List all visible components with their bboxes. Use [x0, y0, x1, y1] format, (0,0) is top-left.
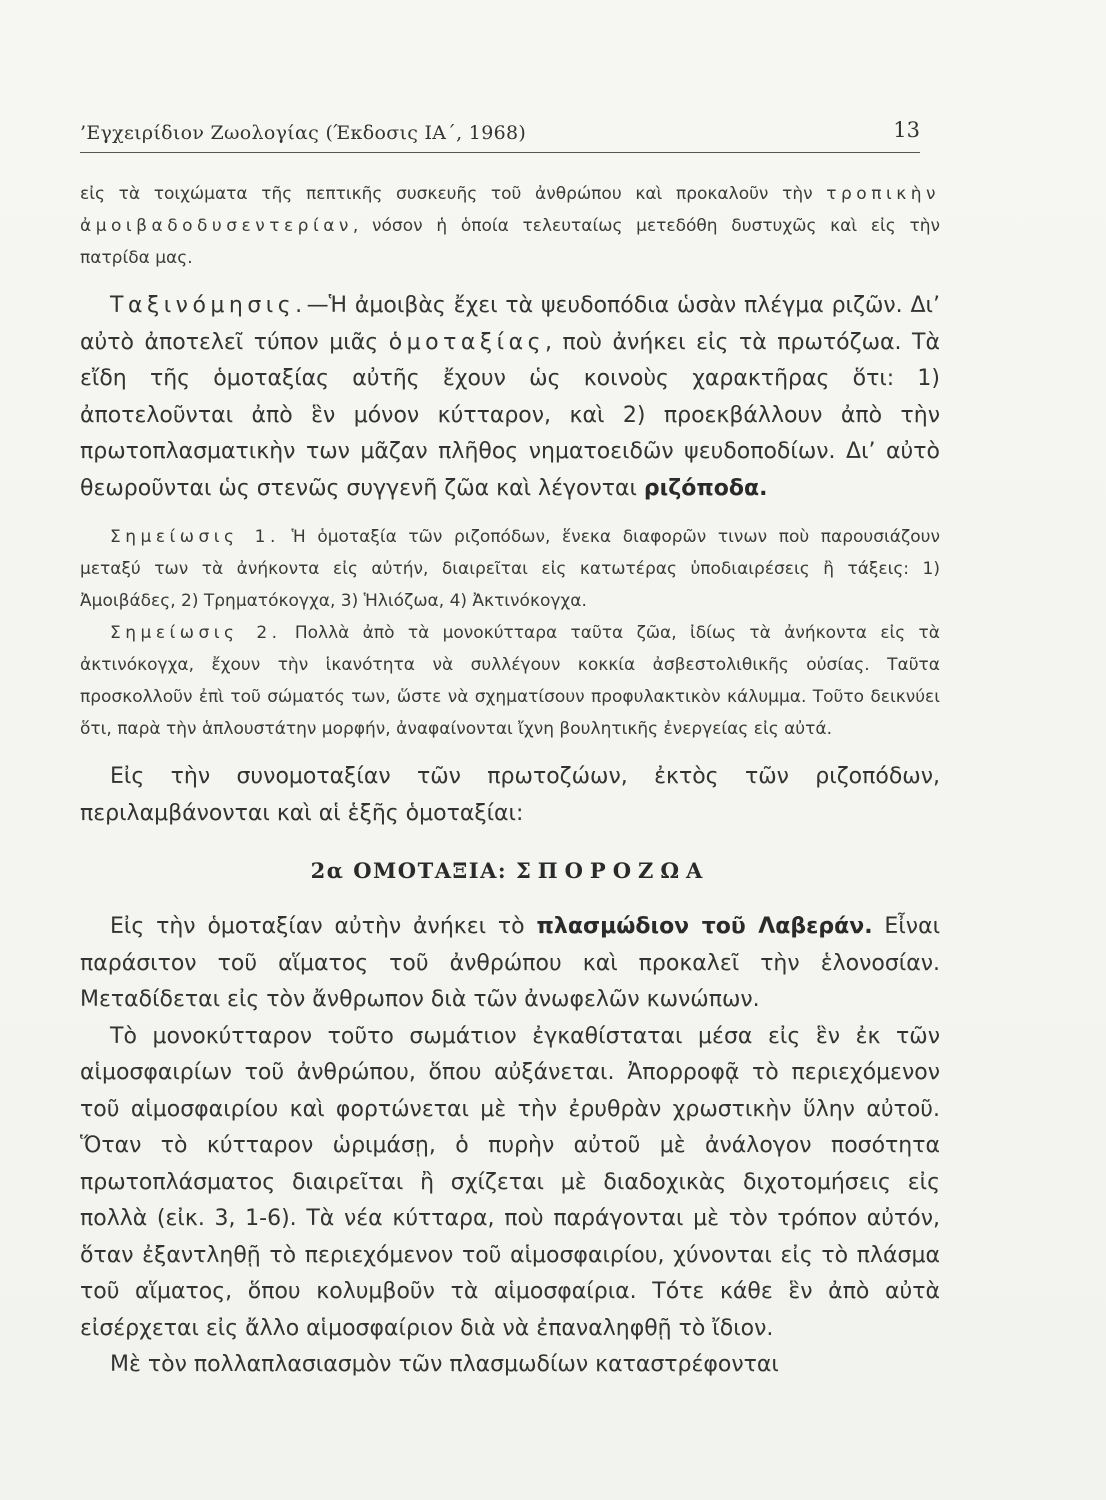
plasmodium-term: πλασμώδιον τοῦ Λαβεράν.: [536, 914, 873, 939]
paragraph-classification: [80, 288, 940, 507]
plasmodium-intro: Εἰς τὴν ὁμοταξίαν αὐτὴν ἀνήκει τὸ: [110, 914, 537, 939]
paragraph-other-classes: Εἰς τὴν συνομοταξίαν τῶν πρωτοζώων, ἐκτὸς τῶν ριζοπόδων, περιλαμβάνονται καὶ αἱ ἑξῆς ὁμοταξίαι:: [80, 764, 940, 826]
paragraph-intro-text: εἰς τὰ τοιχώματα τῆς πεπτικῆς συσκευῆς τοῦ ἀνθρώπου καὶ προκαλοῦν τὴν: [80, 184, 827, 204]
note-1-text: Ἡ ὁμοταξία τῶν ριζοπόδων, ἕνεκα διαφορῶν τινων ποὺ παρουσιάζουν μεταξύ των τὰ ἀνήκοντα εἰς αὐτήν, διαιρεῖται εἰς κατωτέρας ὑποδιαιρέσεις ἢ τάξεις: 1) Ἀμοιβάδες, 2) Τρηματόκογχα, 3) Ἡλιόζωα, 4) Ἀκτινόκογχα.: [80, 527, 940, 611]
classification-text-2: , ποὺ ἀνήκει εἰς τὰ πρωτόζωα. Τὰ εἴδη τῆς ὁμοταξίας αὐτῆς ἔχουν ὡς κοινοὺς χαρακτῆρας ὅτι: 1) ἀποτελοῦνται ἀπὸ ἓν μόνον κύτταρον, καὶ 2) προεκβάλλουν ἀπὸ τὴν πρωτοπλασματικὴν των μᾶζαν πλῆθος νηματοειδῶν ψευδοποδίων. Δι’ αὐτὸ θεωροῦνται ὡς στενῶς συγγενῆ ζῶα καὶ λέγονται: [80, 329, 940, 501]
class-term: ὁμοταξίας: [388, 329, 545, 355]
page-number: 13: [893, 118, 920, 142]
note-2-label: Σημείωσις 2.: [110, 623, 282, 643]
paragraph-intro: [80, 178, 940, 274]
plasmodium-text: Εἶναι παράσιτον τοῦ αἵματος τοῦ ἀνθρώπου καὶ προκαλεῖ τὴν ἑλονοσίαν. Μεταδίδεται εἰς τὸν ἄνθρωπον διὰ τῶν ἀνωφελῶν κωνώπων.: [80, 914, 941, 1012]
header-title: ’Εγχειρίδιον Ζωολογίας (Έκδοσις ΙΑ΄, 1968): [80, 122, 527, 144]
note-1-label: Σημείωσις 1.: [110, 527, 280, 547]
running-header: [80, 118, 920, 153]
classification-heading: Ταξινόμησις.: [110, 293, 307, 318]
classification-text: —Ἡ ἀμοιβὰς ἔχει τὰ ψευδοπόδια ὡσὰν πλέγμα ριζῶν. Δι’ αὐτὸ ἀποτελεῖ τύπον μιᾶς: [80, 293, 940, 355]
note-1: [80, 521, 940, 617]
paragraph-plasmodium: [80, 909, 940, 1019]
rhizopoda-term: ριζόποδα.: [643, 475, 768, 501]
section-heading: [80, 858, 940, 883]
section-label: 2α ΟΜΟΤΑΞΙΑ:: [310, 858, 508, 883]
paragraph-final: Μὲ τὸν πολλαπλασιασμὸν τῶν πλασμωδίων καταστρέφονται: [110, 1352, 779, 1377]
note-2-text: Πολλὰ ἀπὸ τὰ μονοκύτταρα ταῦτα ζῶα, ἰδίως τὰ ἀνήκοντα εἰς τὰ ἀκτινόκογχα, ἔχουν τὴν ἱκανότητα νὰ συλλέγουν κοκκία ἀσβεστολιθικῆς οὐσίας. Ταῦτα προσκολλοῦν ἐπὶ τοῦ σώματός των, ὥστε νὰ σχηματίσουν προφυλακτικὸν κάλυμμα. Τοῦτο δεικνύει ὅτι, παρὰ τὴν ἁπλουστάτην μορφήν, ἀναφαίνονται ἴχνη βουλητικῆς ἐνεργείας εἰς αὐτά.: [80, 623, 940, 739]
page-body: [80, 178, 940, 1384]
disease-term: τροπικὴν ἀμοιβαδοδυσεντερίαν: [80, 184, 940, 236]
note-2: [80, 617, 940, 745]
section-name: ΣΠΟΡΟΖΩΑ: [515, 858, 710, 883]
paragraph-lifecycle: Τὸ μονοκύτταρον τοῦτο σωμάτιον ἐγκαθίσταται μέσα εἰς ἓν ἐκ τῶν αἱμοσφαιρίων τοῦ ἀνθρώπου, ὅπου αὐξάνεται. Ἀπορροφᾷ τὸ περιεχόμενον τοῦ αἱμοσφαιρίου καὶ φορτώνεται μὲ τὴν ἐρυθρὰν χρωστικὴν ὕλην αὐτοῦ. Ὅταν τὸ κύτταρον ὡριμάσῃ, ὁ πυρὴν αὐτοῦ μὲ ἀνάλογον ποσότητα πρωτοπλάσματος διαιρεῖται ἢ σχίζεται μὲ διαδοχικὰς διχοτομήσεις εἰς πολλὰ (εἰκ. 3, 1-6). Τὰ νέα κύτταρα, ποὺ παράγονται μὲ τὸν τρόπον αὐτόν, ὅταν ἐξαντληθῇ τὸ περιεχόμενον τοῦ αἱμοσφαιρίου, χύνονται εἰς τὸ πλάσμα τοῦ αἵματος, ὅπου κολυμβοῦν τὰ αἱμοσφαίρια. Τότε κάθε ἓν ἀπὸ αὐτὰ εἰσέρχεται εἰς ἄλλο αἱμοσφαίριον διὰ νὰ ἐπαναληφθῇ τὸ ἴδιον.: [80, 1023, 940, 1341]
paragraph-intro-tail: , νόσον ἡ ὁποία τελευταίως μετεδόθη δυστυχῶς καὶ εἰς τὴν πατρίδα μας.: [80, 216, 940, 268]
